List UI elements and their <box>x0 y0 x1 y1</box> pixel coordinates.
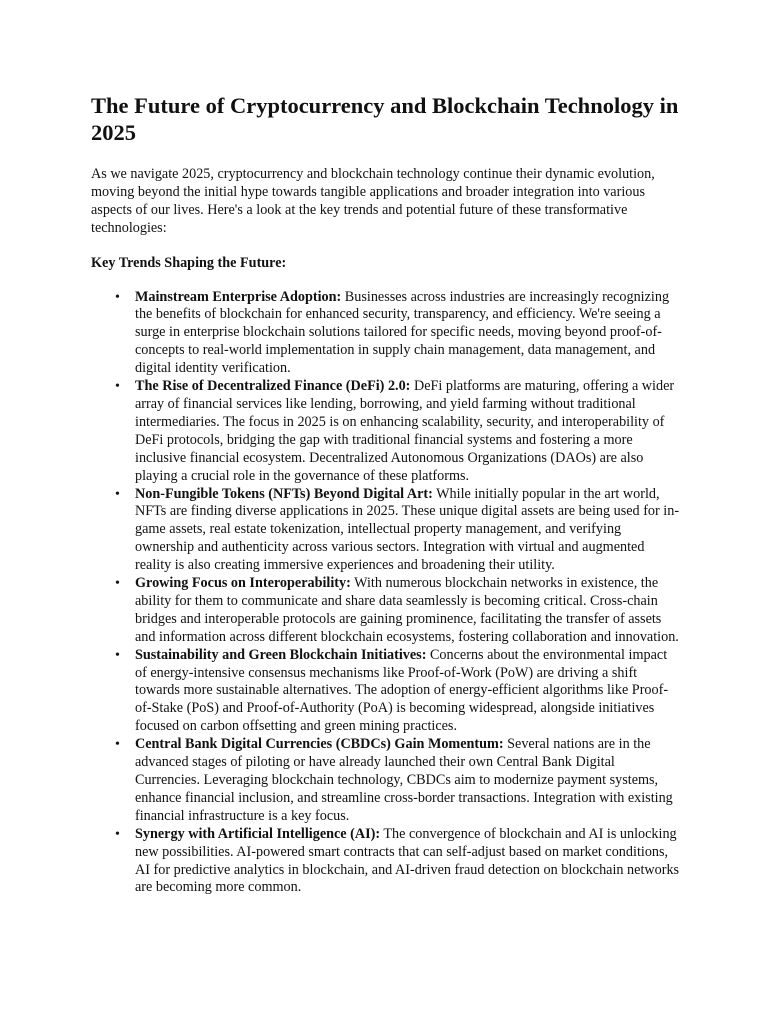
trend-heading: Non-Fungible Tokens (NFTs) Beyond Digital Art: <box>135 485 433 502</box>
document-page <box>91 92 681 897</box>
list-item <box>115 288 681 379</box>
trend-text: Concerns about the environmental impact of energy-intensive consensus mechanisms like Proof-of-Work (PoW) are driving a shift towards more sustainable alternatives. The adoption of energy-efficient algorithms like Proof-of-Stake (PoS) and Proof-of-Authority (PoA) is becoming widespread, alongside initiatives focused on carbon offsetting and green mining practices. <box>135 646 669 735</box>
bullet-icon: • <box>115 826 120 842</box>
trend-heading: Synergy with Artificial Intelligence (AI): <box>135 825 381 842</box>
bullet-icon: • <box>115 576 120 592</box>
page-title: The Future of Cryptocurrency and Blockchain Technology in 2025 <box>91 93 679 145</box>
list-item <box>115 825 681 898</box>
trend-heading: Mainstream Enterprise Adoption: <box>135 288 342 305</box>
trend-text: DeFi platforms are maturing, offering a wider array of financial services like lending, borrowing, and yield farming without traditional intermediaries. The focus in 2025 is on enhancing scalability, security, and interoperability of DeFi protocols, bridging the gap with traditional financial systems and fostering a more inclusive financial ecosystem. Decentralized Autonomous Organizations (DAOs) are also playing a crucial role in the governance of these platforms. <box>135 378 675 484</box>
trend-heading: The Rise of Decentralized Finance (DeFi) 2.0: <box>135 378 411 395</box>
list-item <box>115 575 681 647</box>
trends-list <box>91 289 681 898</box>
list-item <box>115 485 681 576</box>
intro-paragraph: As we navigate 2025, cryptocurrency and blockchain technology continue their dynamic evolution, moving beyond the initial hype towards tangible applications and broader integration into various aspects of our lives. Here's a look at the key trends and potential future of these transformative technologies: <box>91 166 655 236</box>
list-item <box>115 378 681 485</box>
trend-text: Businesses across industries are increasingly recognizing the benefits of blockchain for enhanced security, transparency, and efficiency. We're seeing a surge in enterprise blockchain solutions tailored for specific needs, moving beyond proof-of-concepts to real-world implementation in supply chain management, data management, and digital identity verification. <box>135 288 670 377</box>
bullet-icon: • <box>115 289 120 305</box>
bullet-icon: • <box>115 486 120 502</box>
bullet-icon: • <box>115 647 120 663</box>
trend-text: Several nations are in the advanced stages of piloting or have already launched their own Central Bank Digital Currencies. Leveraging blockchain technology, CBDCs aim to modernize payment systems, enhance financial inclusion, and streamline cross-border transactions. Integration with existing financial infrastructure is a key focus. <box>135 736 673 824</box>
trend-text: With numerous blockchain networks in existence, the ability for them to communicate and share data seamlessly is becoming critical. Cross-chain bridges and interoperable protocols are gaining prominence, facilitating the transfer of assets and information across different blockchain ecosystems, fostering collaboration and innovation. <box>135 575 679 645</box>
trend-text: The convergence of blockchain and AI is unlocking new possibilities. AI-powered smart contracts that can self-adjust based on market conditions, AI for predictive analytics in blockchain, and AI-driven fraud detection on blockchain networks are becoming more common. <box>135 825 680 896</box>
bullet-icon: • <box>115 737 120 753</box>
list-item <box>115 736 681 826</box>
trend-text: While initially popular in the art world, NFTs are finding diverse applications in 2025. These unique digital assets are being used for in-game assets, real estate tokenization, intellectual property management, and verifying ownership and authenticity across various sectors. Integration with virtual and augmented reality is also creating immersive experiences and broadening their utility. <box>135 485 680 574</box>
trend-heading: Sustainability and Green Blockchain Initiatives: <box>135 646 427 663</box>
bullet-icon: • <box>115 379 120 395</box>
list-item <box>115 646 681 737</box>
trend-heading: Central Bank Digital Currencies (CBDCs) Gain Momentum: <box>135 736 504 753</box>
section-heading: Key Trends Shaping the Future: <box>91 254 287 271</box>
trend-heading: Growing Focus on Interoperability: <box>135 575 351 592</box>
